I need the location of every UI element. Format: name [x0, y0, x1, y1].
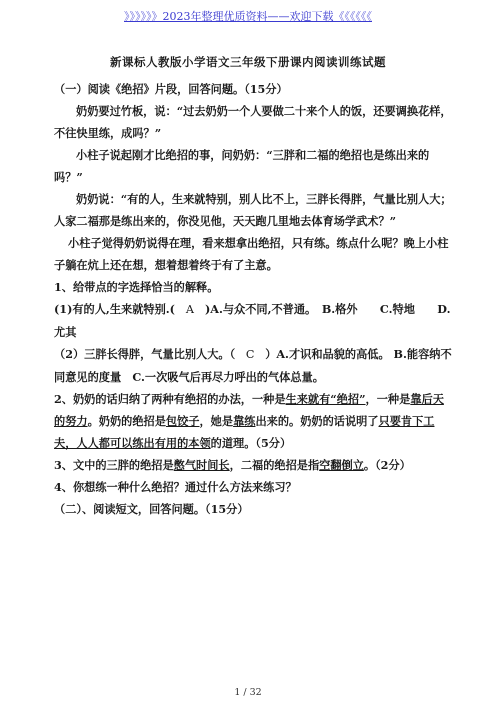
answer-blank: 靠练 [233, 414, 256, 428]
document-body [54, 78, 454, 520]
reading-paragraph-1: 奶奶要过竹板，说：“过去奶奶一个人要做二十来个人的饭，还要调换花样，不往快里练，成吗？” [54, 104, 452, 140]
question-1-part-1: (1)有的人,生来就特别.( A )A.与众不同,不普通。 B.格外 C.特地 D.尤其 [54, 298, 454, 343]
answer-blank: 包饺子 [165, 414, 200, 428]
answer-blank: 憋气时间长 [173, 458, 230, 472]
answer-blank: 靠后天的努力 [54, 392, 444, 428]
question-3: 3、文中的三胖的绝招是憋气时间长，二福的绝招是指空翻倒立。（2分） [54, 458, 411, 472]
answer-blank: 生来就有“绝招” [285, 392, 366, 406]
question-4: 4、你想练一种什么绝招？通过什么方法来练习？ [54, 480, 297, 494]
answer-blank: 空翻倒立 [319, 458, 364, 472]
section-heading-2: （二）、阅读短文，回答问题。（15分） [54, 502, 249, 516]
question-1-part-2: （2）三胖长得胖，气量比别人大。（ C ）A.才识和品貌的高低。 B.能容纳不同意见的度量 C.一次吸气后再尽力呼出的气体总量。 [54, 343, 454, 388]
answer-choice: A [185, 303, 195, 316]
answer-blank: 只要肯下工夫，人人都可以练出有用的本领 [54, 414, 435, 450]
answer-choice: C [245, 348, 255, 361]
reading-paragraph-3: 奶奶说：“有的人，生来就特别，别人比不上，三胖长得胖，气量比别人大；人家二福那是练出来的，你没见他，天天跑几里地去体育场学武术？” [54, 192, 452, 228]
document-title: 新课标人教版小学语文三年级下册课内阅读训练试题 [110, 55, 386, 69]
page-number: 1 / 32 [234, 687, 262, 698]
download-banner[interactable]: 》》》》》》2023年整理优质资料——欢迎下载《《《《《《 [124, 10, 372, 23]
reading-paragraph-4: 小柱子觉得奶奶说得在理，看来想拿出绝招，只有练。练点什么呢？晚上小柱子躺在炕上还在想，想着想着终于有了主意。 [54, 236, 449, 272]
question-2: 2、奶奶的话归纳了两种有绝招的办法，一种是生来就有“绝招”，一种是靠后天的努力。奶奶的绝招是包饺子，她是靠练出来的。奶奶的话说明了只要肯下工夫，人人都可以练出有用的本领的道理。（5分） [54, 392, 444, 450]
section-heading-1: （一）阅读《绝招》片段，回答问题。（15分） [54, 82, 288, 96]
question-1: 1、给带点的字选择恰当的解释。 [54, 280, 219, 294]
reading-paragraph-2: 小柱子说起刚才比绝招的事，问奶奶：“三胖和二福的绝招也是练出来的吗？” [54, 148, 430, 184]
